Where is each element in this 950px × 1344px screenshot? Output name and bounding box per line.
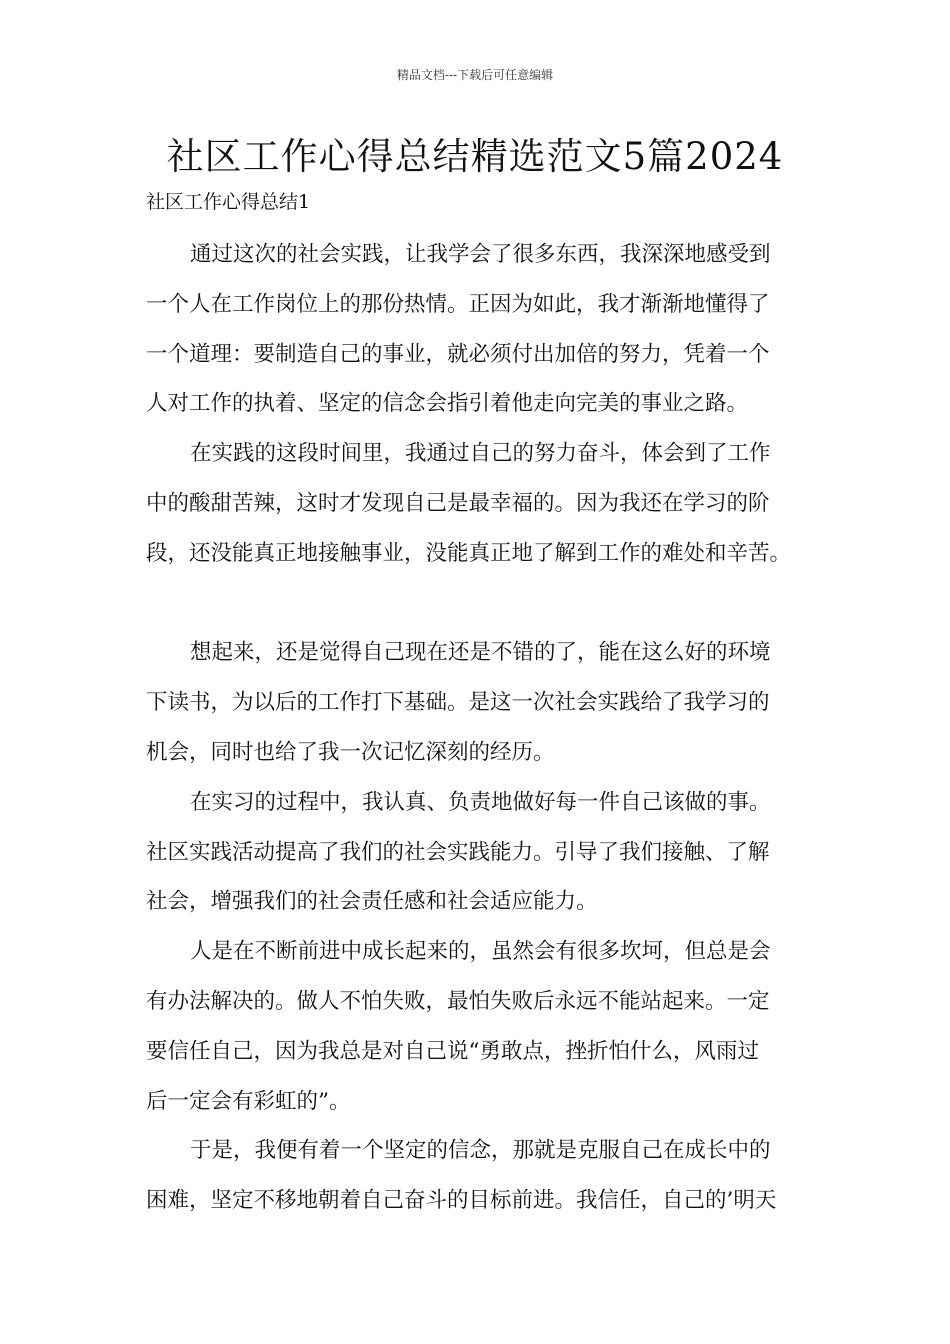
text-line: 想起来，还是觉得自己现在还是不错的了，能在这么好的环境	[190, 640, 771, 666]
paragraph-2	[146, 429, 806, 578]
text-line: 有办法解决的。做人不怕失败，最怕失败后永远不能站起来。一定	[146, 988, 770, 1014]
text-line: 社会，增强我们的社会责任感和社会适应能力。	[146, 889, 598, 915]
document-title: 社区工作心得总结精选范文5篇2024	[166, 135, 784, 178]
section-heading: 社区工作心得总结1	[146, 191, 311, 213]
text-line: 中的酸甜苦辣，这时才发现自己是最幸福的。因为我还在学习的阶	[146, 490, 770, 516]
text-line: 在实习的过程中，我认真、负责地做好每一件自己该做的事。	[190, 789, 771, 815]
text-line: 社区实践活动提高了我们的社会实践能力。引导了我们接触、了解	[146, 839, 770, 865]
paragraph-1	[146, 230, 806, 429]
document-body	[146, 230, 806, 1226]
text-line: 于是，我便有着一个坚定的信念，那就是克服自己在成长中的	[190, 1138, 771, 1164]
paragraph-4	[146, 778, 806, 927]
paragraph-5	[146, 927, 806, 1126]
text-line: 人对工作的执着、坚定的信念会指引着他走向完美的事业之路。	[146, 391, 749, 417]
text-line: 在实践的这段时间里，我通过自己的努力奋斗，体会到了工作	[190, 441, 771, 467]
text-line: 一个道理：要制造自己的事业，就必须付出加倍的努力，凭着一个	[146, 341, 770, 367]
paragraph-3	[146, 628, 806, 777]
text-line: 人是在不断前进中成长起来的，虽然会有很多坎坷，但总是会	[190, 939, 771, 965]
text-line: 要信任自己，因为我总是对自己说“勇敢点，挫折怕什么，风雨过	[146, 1038, 759, 1064]
text-line: 一个人在工作岗位上的那份热情。正因为如此，我才渐渐地懂得了	[146, 291, 770, 317]
text-line: 下读书，为以后的工作打下基础。是这一次社会实践给了我学习的	[146, 690, 770, 716]
text-line: 段，还没能真正地接触事业，没能真正地了解到工作的难处和辛苦。	[146, 540, 792, 566]
text-line: 通过这次的社会实践，让我学会了很多东西，我深深地感受到	[190, 242, 771, 267]
text-line: 机会，同时也给了我一次记忆深刻的经历。	[146, 739, 555, 765]
blank-line	[146, 579, 806, 629]
text-line: 后一定会有彩虹的”。	[146, 1088, 351, 1114]
header-note: 精品文档---下载后可任意编辑	[396, 68, 554, 82]
text-line: 困难，坚定不移地朝着自己奋斗的目标前进。我信任，自己的’明天	[146, 1188, 777, 1214]
paragraph-6	[146, 1126, 806, 1226]
